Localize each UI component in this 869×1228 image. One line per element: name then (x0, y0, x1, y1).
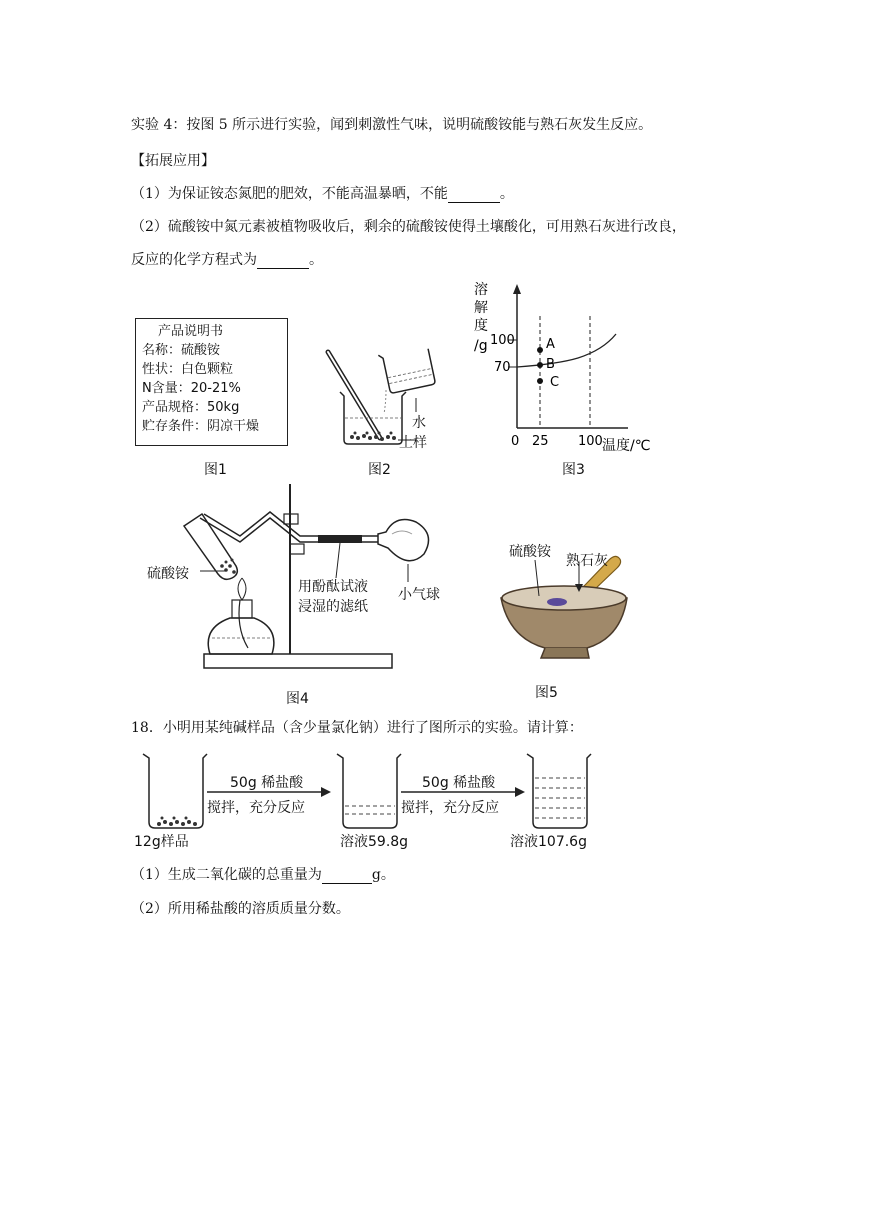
pouring-beaker (378, 345, 435, 395)
x-tick-25: 25 (532, 434, 549, 449)
expand-application-heading: 【拓展应用】 (131, 153, 215, 169)
point-a (537, 347, 543, 353)
question-18-1-unit: g。 (371, 867, 395, 883)
question-2-line2 (131, 249, 323, 269)
stand-base (204, 654, 392, 668)
label-property: 性状：白色颗粒 (142, 362, 234, 377)
x-axis-label: 温度/℃ (602, 438, 651, 454)
solubility-curve (517, 334, 616, 367)
phenolphthalein-label-1: 用酚酞试液 (298, 579, 368, 595)
stir-label-2: 搅拌，充分反应 (401, 800, 499, 816)
beaker-2 (337, 754, 401, 828)
filter-paper (318, 535, 362, 543)
ylabel-2: 解 (474, 300, 488, 316)
figure-1-product-label (135, 318, 288, 446)
ammonium-sulfate-label-fig4: 硫酸铵 (147, 566, 189, 582)
question-2-text: 反应的化学方程式为 (131, 252, 257, 268)
ylabel-3: 度 (474, 318, 488, 334)
label-a: A (546, 337, 555, 352)
experiment-4-text: 实验 4：按图 5 所示进行实验，闻到刺激性气味，说明硫酸铵能与熟石灰发生反应。 (131, 117, 653, 133)
question-2-end: 。 (309, 252, 323, 268)
solution-label-1: 溶液59.8g (340, 834, 409, 850)
figure-3-caption: 图3 (562, 462, 585, 478)
alcohol-lamp (208, 618, 274, 654)
answer-blank-3 (322, 867, 372, 884)
beaker-3 (527, 754, 591, 828)
question-2-line1: （2）硫酸铵中氮元素被植物吸收后，剩余的硫酸铵使得土壤酸化，可用熟石灰进行改良， (131, 219, 686, 235)
point-c (537, 378, 543, 384)
balloon (378, 520, 429, 561)
acid-label-1: 50g 稀盐酸 (230, 775, 304, 791)
answer-blank-2 (257, 252, 309, 269)
label-spec: 产品规格：50kg (142, 400, 240, 415)
x-tick-0: 0 (511, 434, 520, 449)
sample-powder (157, 817, 197, 827)
label-storage: 贮存条件：阴凉干燥 (142, 419, 260, 434)
label-n-content: N含量：20-21% (142, 381, 241, 396)
figure-4-caption: 图4 (286, 691, 309, 707)
figure-1-caption: 图1 (204, 462, 227, 478)
question-1-text: （1）为保证铵态氮肥的肥效，不能高温暴晒，不能 (131, 186, 448, 202)
label-title: 产品说明书 (158, 324, 224, 339)
stir-label-1: 搅拌，充分反应 (207, 800, 305, 816)
question-1 (131, 183, 514, 203)
ylabel-4: /g (474, 338, 488, 354)
acid-label-2: 50g 稀盐酸 (422, 775, 496, 791)
question-18-1-text: （1）生成二氧化碳的总重量为 (131, 867, 322, 883)
label-name: 名称：硫酸铵 (142, 343, 221, 358)
question-18-2: （2）所用稀盐酸的溶质质量分数。 (131, 901, 350, 917)
figure-2-caption: 图2 (368, 462, 391, 478)
phenolphthalein-label-2: 浸湿的滤纸 (298, 599, 368, 615)
experiment-flow-diagram (135, 748, 595, 832)
question-1-end: 。 (499, 186, 514, 202)
ammonium-sulfate-label-fig5: 硫酸铵 (509, 544, 551, 560)
y-tick-70: 70 (494, 360, 511, 375)
ylabel-1: 溶 (474, 282, 488, 298)
solution-label-2: 溶液107.6g (510, 834, 587, 850)
lime-label: 熟石灰 (566, 553, 608, 569)
label-b: B (546, 357, 555, 372)
soil-sample (350, 432, 396, 442)
y-tick-100: 100 (490, 333, 515, 348)
figure-5-caption: 图5 (535, 685, 558, 701)
sample-label: 12g样品 (134, 834, 189, 850)
question-18: 18．小明用某纯碱样品（含少量氯化钠）进行了图所示的实验。请计算： (131, 720, 583, 736)
water-label: 水 (412, 415, 426, 431)
figure-3-solubility-chart (468, 278, 668, 458)
question-18-1 (131, 864, 395, 884)
soil-label: 土样 (399, 435, 427, 451)
balloon-label: 小气球 (398, 587, 440, 603)
label-c: C (550, 375, 560, 390)
answer-blank-1 (448, 186, 500, 203)
x-tick-100: 100 (578, 434, 603, 449)
point-b (537, 362, 543, 368)
